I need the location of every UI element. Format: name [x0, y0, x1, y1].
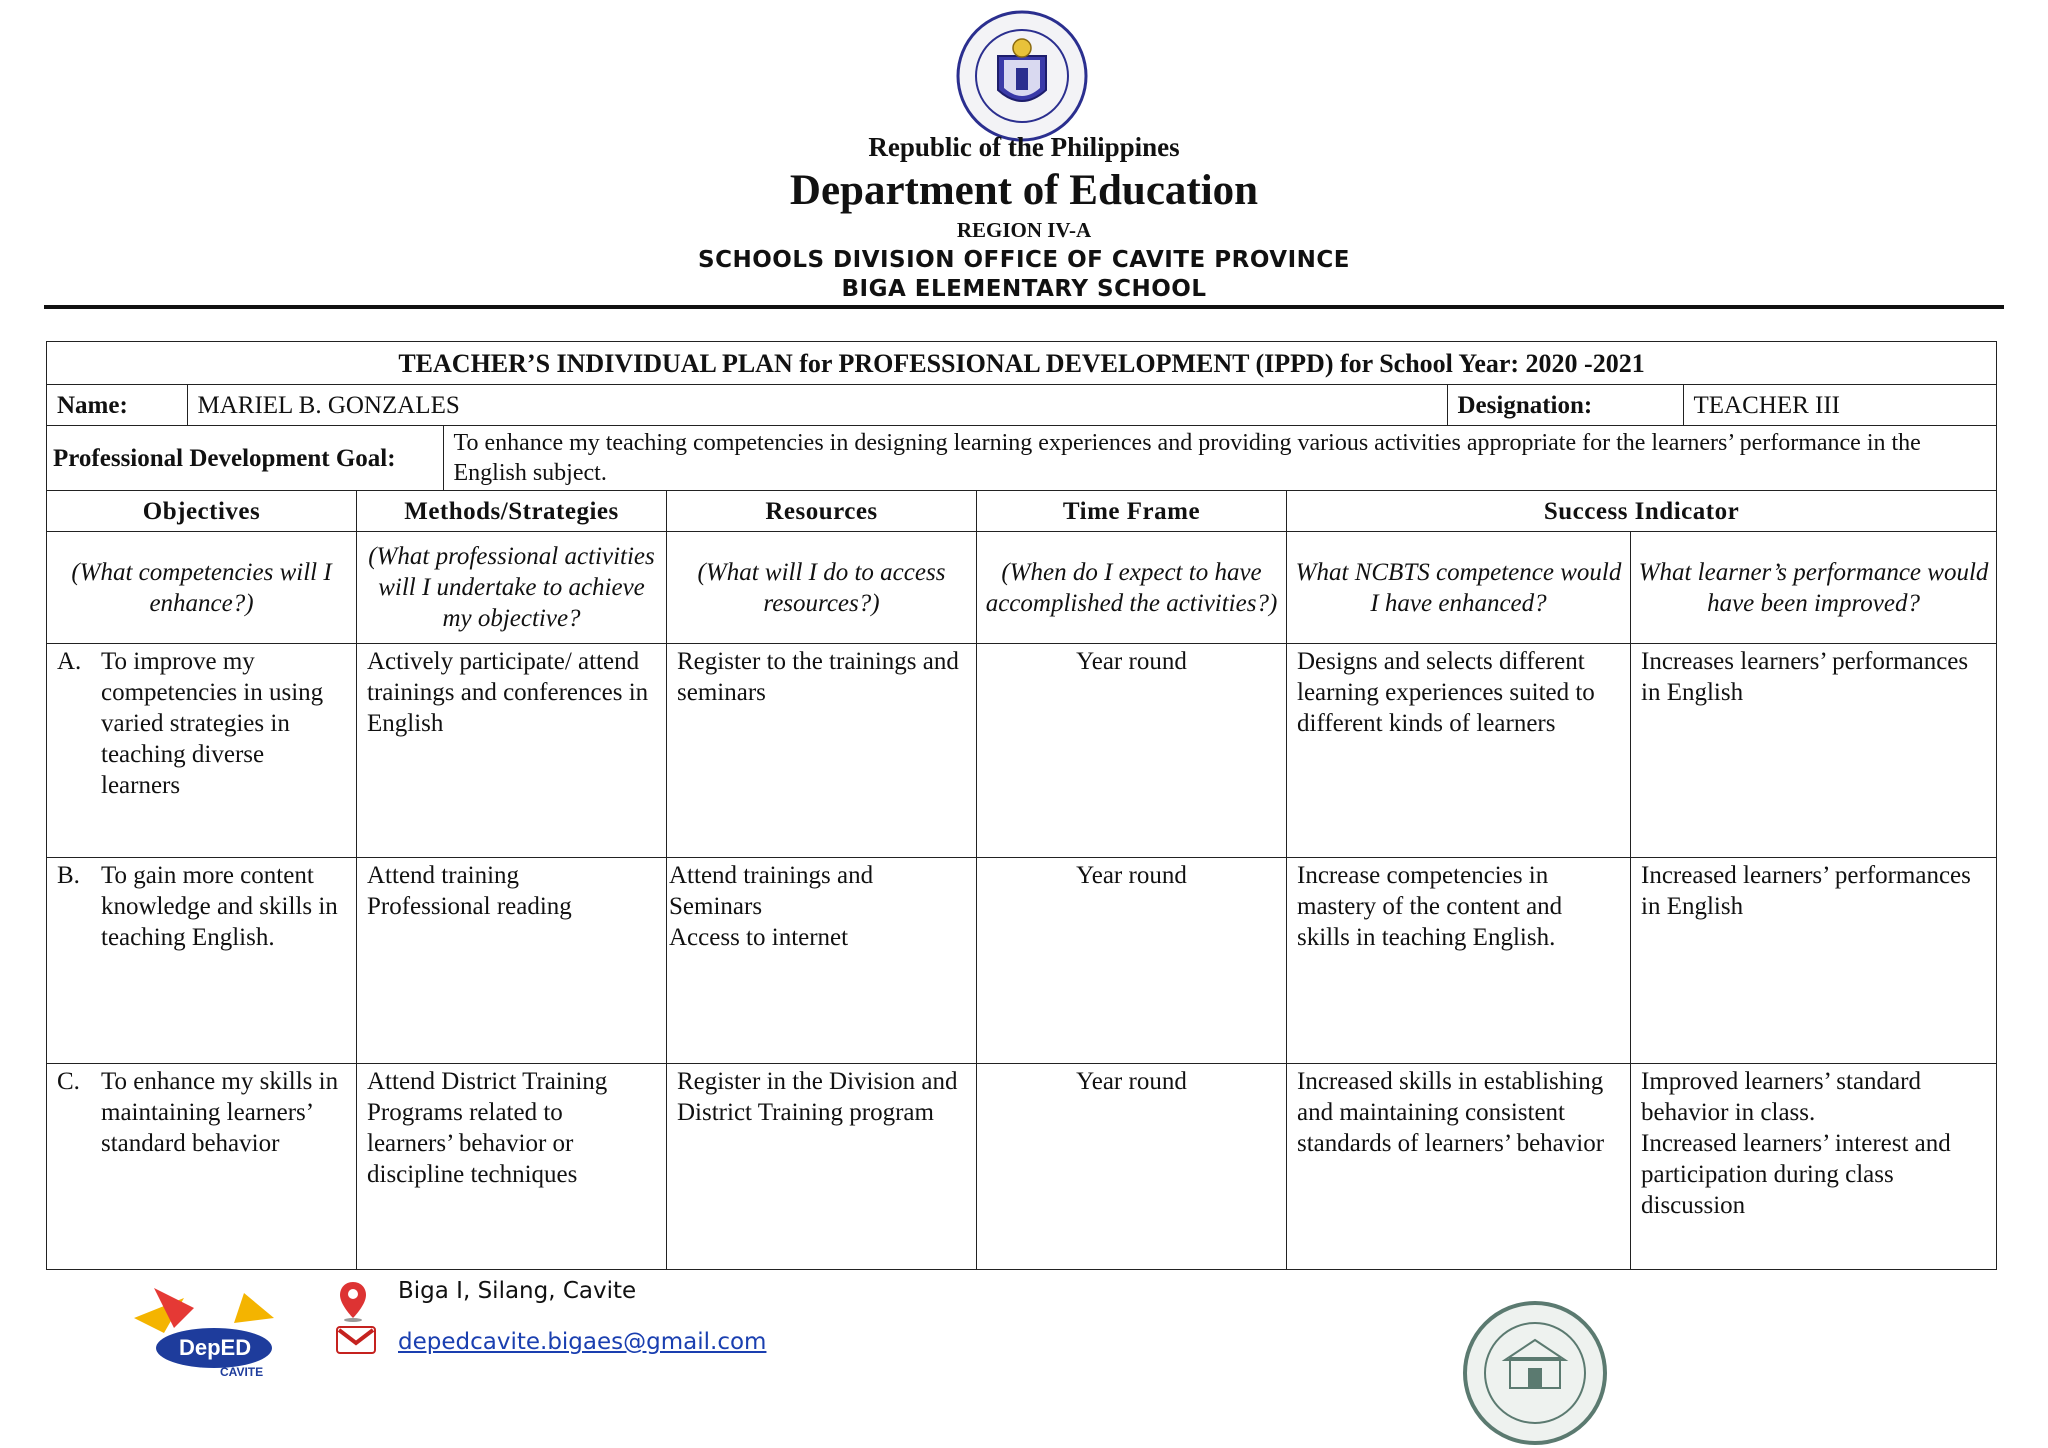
resources-subhead: (What will I do to access resources?)	[667, 532, 977, 644]
goal-value: To enhance my teaching competencies in designing learning experiences and providing various activities appropriate for the learners’ performance in the English subject.	[453, 430, 1921, 486]
objective-cell	[47, 858, 357, 1064]
objective-text: To improve my competencies in using varied strategies in teaching diverse learners	[101, 648, 324, 799]
department-title: Department of Education	[789, 167, 1259, 214]
time-frame-cell: Year round	[977, 858, 1287, 1064]
methods-header: Methods/Strategies	[357, 491, 667, 532]
name-label: Name:	[47, 385, 187, 425]
resources-cell: Register to the trainings and seminars	[667, 644, 977, 858]
designation-label: Designation:	[1447, 385, 1683, 425]
gmail-icon	[336, 1326, 376, 1354]
table-row	[47, 644, 1997, 858]
row-letter: B.	[57, 862, 80, 889]
methods-cell	[357, 858, 667, 1064]
row-letter: A.	[57, 648, 82, 675]
objective-text: To enhance my skills in maintaining learners’ standard behavior	[101, 1068, 339, 1157]
school-name: BIGA ELEMENTARY SCHOOL	[841, 276, 1207, 302]
plan-title: TEACHER’S INDIVIDUAL PLAN for PROFESSIONAL DEVELOPMENT (IPPD) for School Year: 2020 -2021	[47, 342, 1997, 385]
school-address: Biga I, Silang, Cavite	[398, 1278, 637, 1304]
republic-line: Republic of the Philippines	[868, 132, 1180, 162]
time-frame-subhead: (When do I expect to have accomplished the activities?)	[977, 532, 1287, 644]
learner-cell: Increases learners’ performances in English	[1631, 644, 1997, 858]
resources-line: Attend trainings and Seminars	[669, 862, 874, 920]
learner-subhead: What learner’s performance would have been improved?	[1631, 532, 1997, 644]
ncbts-subhead: What NCBTS competence would I have enhanced?	[1287, 532, 1631, 644]
school-email-link[interactable]: depedcavite.bigaes@gmail.com	[398, 1329, 767, 1355]
division-line: SCHOOLS DIVISION OFFICE OF CAVITE PROVINCE	[698, 247, 1350, 273]
designation-value: TEACHER III	[1693, 391, 1840, 419]
learner-cell: Increased learners’ performances in English	[1631, 858, 1997, 1064]
table-row	[47, 858, 1997, 1064]
learner-line: Improved learners’ standard behavior in class.	[1641, 1068, 1921, 1126]
deped-seal	[952, 8, 1092, 144]
objective-cell	[47, 1064, 357, 1270]
methods-cell: Attend District Training Programs related to learners’ behavior or discipline techniques	[357, 1064, 667, 1270]
resources-cell	[667, 858, 977, 1064]
location-pin-icon	[338, 1280, 368, 1322]
time-frame-cell: Year round	[977, 1064, 1287, 1270]
logo-subtext: CAVITE	[220, 1365, 264, 1379]
learner-cell	[1631, 1064, 1997, 1270]
objectives-subhead: (What competencies will I enhance?)	[47, 532, 357, 644]
resources-cell: Register in the Division and District Training program	[667, 1064, 977, 1270]
success-indicator-header: Success Indicator	[1287, 491, 1997, 532]
biga-school-seal	[1460, 1300, 1610, 1446]
methods-line: Attend training	[367, 862, 520, 889]
ncbts-cell: Increased skills in establishing and maintaining consistent standards of learners’ behavior	[1287, 1064, 1631, 1270]
resources-line: Access to internet	[669, 924, 849, 951]
deped-cavite-logo	[124, 1278, 292, 1386]
resources-header: Resources	[667, 491, 977, 532]
ncbts-cell: Designs and selects different learning experiences suited to different kinds of learners	[1287, 644, 1631, 858]
ippd-table	[46, 341, 1997, 1270]
table-row	[47, 1064, 1997, 1270]
objective-text: To gain more content knowledge and skills in teaching English.	[101, 862, 338, 951]
objective-cell	[47, 644, 357, 858]
methods-subhead: (What professional activities will I undertake to achieve my objective?	[357, 532, 667, 644]
goal-label: Professional Development Goal:	[47, 426, 443, 490]
methods-cell: Actively participate/ attend trainings and conferences in English	[357, 644, 667, 858]
ncbts-cell: Increase competencies in mastery of the content and skills in teaching English.	[1287, 858, 1631, 1064]
header-divider	[44, 305, 2004, 309]
time-frame-header: Time Frame	[977, 491, 1287, 532]
objectives-header: Objectives	[47, 491, 357, 532]
time-frame-cell: Year round	[977, 644, 1287, 858]
logo-text: DepED	[179, 1335, 252, 1360]
methods-line: Professional reading	[367, 893, 572, 920]
name-value: MARIEL B. GONZALES	[187, 385, 1447, 425]
learner-line: Increased learners’ interest and participation during class discussion	[1641, 1130, 1951, 1219]
region-line: REGION IV-A	[956, 218, 1092, 242]
row-letter: C.	[57, 1068, 80, 1095]
